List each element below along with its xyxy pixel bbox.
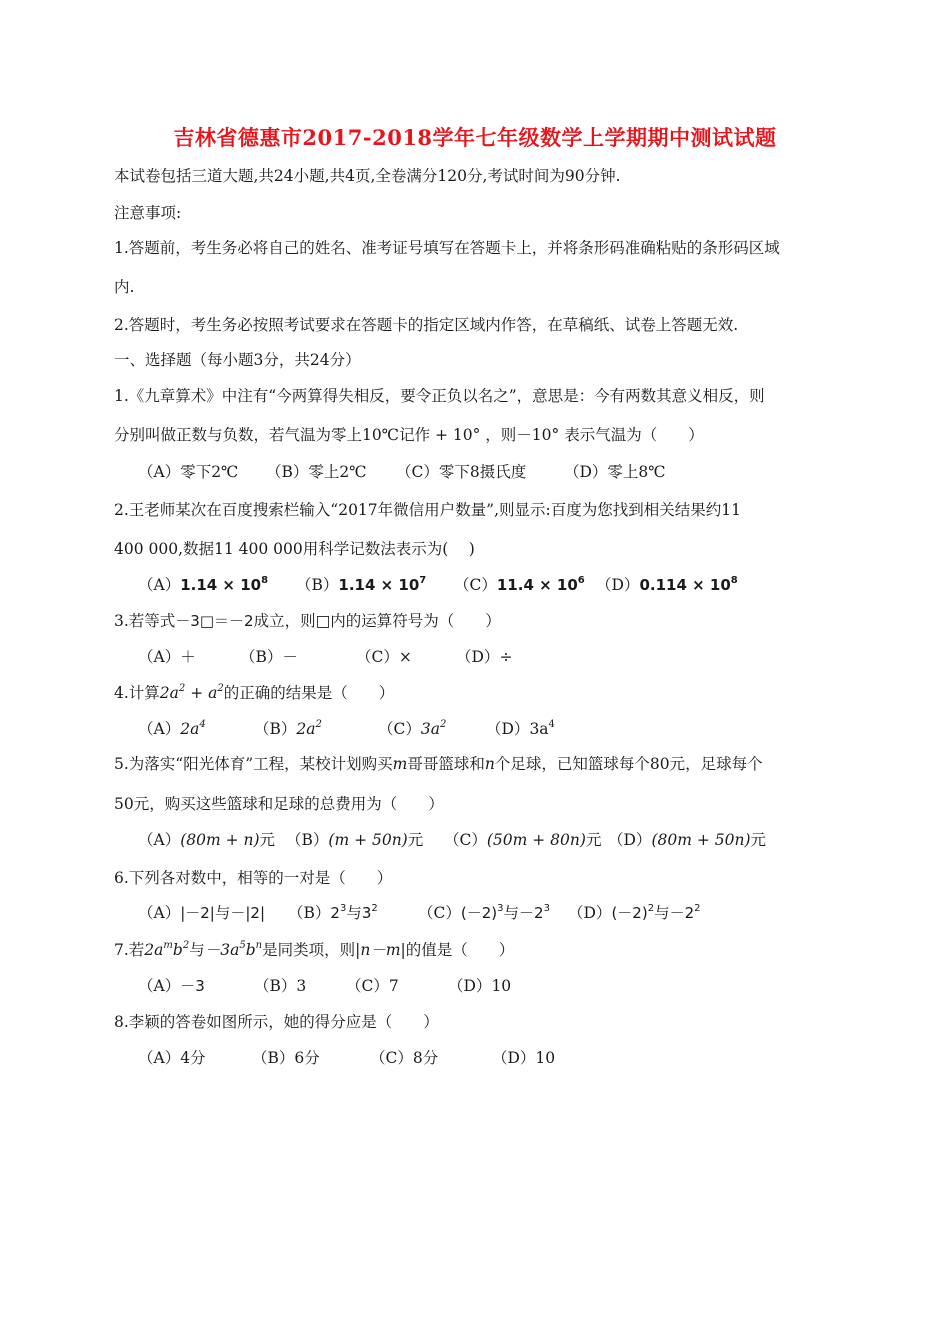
question-7-options bbox=[138, 976, 511, 996]
math-base: 2 bbox=[330, 904, 340, 922]
option-c bbox=[378, 719, 486, 739]
option-symbol: × bbox=[398, 648, 412, 666]
option-label: （D） bbox=[568, 904, 612, 922]
math-exponent: 4 bbox=[199, 719, 206, 730]
question-text: 5.为落实“阳光体育”工程，某校计划购买 bbox=[114, 755, 393, 773]
option-math: (80m + 50n) bbox=[651, 831, 751, 849]
option-a: （A）零下2℃ bbox=[138, 463, 239, 481]
option-b bbox=[240, 647, 356, 667]
option-a bbox=[138, 647, 240, 667]
math-exponent: 3 bbox=[543, 903, 550, 914]
question-2-options bbox=[138, 575, 738, 595]
option-d bbox=[568, 903, 701, 923]
math-base: 11.4 × 10 bbox=[496, 576, 578, 594]
option-d bbox=[608, 830, 766, 850]
math-base: 3a bbox=[420, 720, 440, 738]
option-b bbox=[254, 719, 378, 739]
question-6: 6.下列各对数中，相等的一对是（ ） bbox=[114, 869, 393, 887]
question-2-line1: 2.王老师某次在百度搜索栏输入“2017年微信用户数量”,则显示:百度为您找到相关结果约11 bbox=[114, 501, 741, 519]
question-4-options bbox=[138, 719, 555, 739]
option-label: （A） bbox=[138, 904, 181, 922]
option-b bbox=[296, 575, 454, 595]
option-connector: 与 bbox=[214, 904, 231, 922]
question-1-line2: 分别叫做正数与负数，若气温为零上10℃记作 + 10° ，则－10° 表示气温为（ ） bbox=[114, 426, 704, 444]
option-d: （D）10 bbox=[492, 1049, 556, 1067]
option-math bbox=[519, 904, 550, 922]
option-c: （C）8分 bbox=[370, 1049, 439, 1067]
option-value: －3 bbox=[180, 977, 205, 995]
question-2-line2: 400 000,数据11 400 000用科学记数法表示为( ) bbox=[114, 540, 475, 558]
option-connector: 与 bbox=[654, 904, 670, 922]
option-unit: 元 bbox=[750, 831, 767, 849]
question-1-options bbox=[138, 462, 666, 482]
question-text: 4.计算 bbox=[114, 684, 160, 702]
question-7 bbox=[114, 940, 514, 960]
option-label: （C） bbox=[454, 576, 497, 594]
math-exponent: 2 bbox=[182, 940, 190, 951]
variable-n: n bbox=[484, 755, 495, 773]
option-label: （D） bbox=[486, 720, 530, 738]
option-a bbox=[138, 575, 296, 595]
question-math: |n－m| bbox=[355, 941, 406, 959]
option-label: （B） bbox=[286, 831, 329, 849]
math-term: b bbox=[172, 941, 183, 959]
math-base: 3a bbox=[529, 720, 549, 738]
math-exponent: 7 bbox=[419, 575, 427, 586]
option-label: （B） bbox=[254, 977, 297, 995]
option-connector: 与 bbox=[346, 904, 362, 922]
option-c bbox=[346, 976, 448, 996]
option-symbol: ÷ bbox=[499, 648, 513, 666]
question-text: 与 bbox=[189, 941, 205, 959]
option-a bbox=[138, 719, 254, 739]
option-a bbox=[138, 830, 286, 850]
math-exponent: 2 bbox=[647, 903, 655, 914]
math-term: 2a bbox=[159, 684, 179, 702]
option-math bbox=[670, 904, 701, 922]
math-exponent: 3 bbox=[339, 903, 347, 914]
math-exponent: 3 bbox=[497, 903, 504, 914]
math-base: 2a bbox=[180, 720, 200, 738]
question-text: 哥哥篮球和 bbox=[407, 755, 485, 773]
math-exponent: 2 bbox=[178, 683, 186, 694]
option-math bbox=[529, 720, 554, 738]
question-4 bbox=[114, 683, 394, 703]
option-math: (m + 50n) bbox=[328, 831, 408, 849]
option-math bbox=[461, 904, 504, 922]
math-base: －2 bbox=[669, 904, 695, 922]
math-term: 2a bbox=[144, 941, 164, 959]
math-term: b bbox=[245, 941, 256, 959]
question-5-options bbox=[138, 830, 766, 850]
option-connector: 与 bbox=[503, 904, 520, 922]
option-label: （A） bbox=[138, 648, 181, 666]
option-c bbox=[444, 830, 608, 850]
option-c bbox=[454, 575, 596, 595]
option-value: 10 bbox=[491, 977, 512, 995]
math-base: (－2) bbox=[460, 904, 498, 922]
option-symbol: ＋ bbox=[180, 648, 196, 666]
option-label: （D） bbox=[596, 576, 640, 594]
math-base: (－2) bbox=[611, 904, 648, 922]
question-text: 的正确的结果是（ ） bbox=[223, 684, 395, 702]
math-exponent: 5 bbox=[239, 940, 246, 951]
option-d: （D）零上8℃ bbox=[564, 463, 666, 481]
question-text: 是同类项，则 bbox=[262, 941, 356, 959]
option-label: （A） bbox=[138, 720, 181, 738]
option-c: （C）零下8摄氏度 bbox=[396, 463, 527, 481]
math-base: 1.14 × 10 bbox=[338, 576, 420, 594]
math-base: 3 bbox=[361, 904, 372, 922]
option-math: －|2| bbox=[230, 904, 266, 922]
option-label: （C） bbox=[418, 904, 461, 922]
math-term: －3a bbox=[204, 941, 240, 959]
option-value: 7 bbox=[388, 977, 399, 995]
option-label: （D） bbox=[456, 648, 500, 666]
exam-title: 吉林省德惠市2017-2018学年七年级数学上学期期中测试试题 bbox=[173, 125, 777, 150]
math-base: －2 bbox=[519, 904, 544, 922]
question-text: 的值是（ ） bbox=[405, 941, 515, 959]
option-label: （B） bbox=[240, 648, 283, 666]
note-1-line1: 1.答题前，考生务必将自己的姓名、准考证号填写在答题卡上，并将条形码准确粘贴的条形码区域 bbox=[114, 239, 780, 257]
option-label: （B） bbox=[296, 576, 339, 594]
math-exponent: 6 bbox=[577, 575, 585, 586]
question-text: 3.若等式 bbox=[114, 612, 176, 630]
option-label: （C） bbox=[356, 648, 399, 666]
option-b bbox=[288, 903, 418, 923]
option-math bbox=[338, 576, 426, 594]
option-b: （B）零上2℃ bbox=[266, 463, 367, 481]
option-math: |－2| bbox=[180, 904, 215, 922]
question-5-line2: 50元，购买这些篮球和足球的总费用为（ ） bbox=[114, 795, 444, 813]
note-2: 2.答题时，考生务必按照考试要求在答题卡的指定区域内作答，在草稿纸、试卷上答题无效. bbox=[114, 316, 739, 334]
option-label: （A） bbox=[138, 576, 181, 594]
option-math bbox=[497, 576, 585, 594]
question-text: 7.若 bbox=[114, 941, 145, 959]
question-math bbox=[144, 941, 189, 959]
option-d bbox=[486, 719, 555, 739]
notice-heading: 注意事项: bbox=[114, 204, 182, 222]
option-label: （C） bbox=[378, 720, 421, 738]
option-label: （D） bbox=[608, 831, 652, 849]
question-3-options bbox=[138, 647, 512, 667]
math-base: 2a bbox=[296, 720, 316, 738]
option-b: （B）6分 bbox=[252, 1049, 320, 1067]
math-exponent: 2 bbox=[694, 903, 701, 914]
math-exponent: n bbox=[255, 940, 263, 951]
option-a bbox=[138, 976, 254, 996]
option-math bbox=[296, 720, 321, 738]
question-text: 个足球，已知篮球每个80元，足球每个 bbox=[494, 755, 763, 773]
option-d bbox=[448, 976, 511, 996]
option-label: （A） bbox=[138, 977, 181, 995]
option-math bbox=[421, 720, 446, 738]
option-c bbox=[356, 647, 456, 667]
question-8: 8.李颖的答卷如图所示，她的得分应是（ ） bbox=[114, 1013, 439, 1031]
option-label: （B） bbox=[288, 904, 331, 922]
option-math: (80m + n) bbox=[180, 831, 260, 849]
math-exponent: m bbox=[163, 940, 173, 951]
option-math: (50m + 80n) bbox=[486, 831, 586, 849]
option-d bbox=[596, 575, 738, 595]
option-a: （A）4分 bbox=[138, 1049, 206, 1067]
option-label: （B） bbox=[254, 720, 297, 738]
option-math bbox=[330, 904, 346, 922]
math-exponent: 2 bbox=[315, 719, 322, 730]
math-base: 1.14 × 10 bbox=[180, 576, 262, 594]
option-a bbox=[138, 903, 288, 923]
option-label: （C） bbox=[444, 831, 487, 849]
option-unit: 元 bbox=[259, 831, 276, 849]
option-math bbox=[180, 720, 205, 738]
note-1-line2: 内. bbox=[114, 278, 135, 296]
option-symbol: － bbox=[282, 648, 298, 666]
math-exponent: 8 bbox=[261, 575, 269, 586]
option-label: （A） bbox=[138, 831, 181, 849]
variable-m: m bbox=[392, 755, 408, 773]
question-3 bbox=[114, 611, 501, 631]
option-label: （D） bbox=[448, 977, 492, 995]
option-b bbox=[254, 976, 346, 996]
option-label: （C） bbox=[346, 977, 389, 995]
math-base: 0.114 × 10 bbox=[639, 576, 731, 594]
question-math bbox=[160, 684, 224, 702]
option-math bbox=[611, 904, 654, 922]
section-heading: 一、选择题（每小题3分，共24分） bbox=[114, 351, 361, 369]
question-8-options bbox=[138, 1048, 555, 1068]
question-1-line1: 1.《九章算术》中注有“今两算得失相反，要令正负以名之”，意思是：今有两数其意义相反，则 bbox=[114, 387, 765, 405]
option-unit: 元 bbox=[585, 831, 602, 849]
option-unit: 元 bbox=[407, 831, 424, 849]
option-b bbox=[286, 830, 444, 850]
question-math: －3□＝－2 bbox=[175, 612, 254, 630]
math-exponent: 2 bbox=[371, 903, 378, 914]
question-6-options bbox=[138, 903, 701, 923]
question-math bbox=[205, 941, 262, 959]
option-value: 3 bbox=[296, 977, 307, 995]
question-5-line1 bbox=[114, 754, 763, 774]
math-exponent: 2 bbox=[439, 719, 447, 730]
option-math bbox=[362, 904, 378, 922]
math-exponent: 2 bbox=[217, 683, 224, 694]
math-exponent: 4 bbox=[548, 719, 555, 730]
option-math bbox=[639, 576, 737, 594]
option-d bbox=[456, 647, 512, 667]
option-c bbox=[418, 903, 568, 923]
option-math bbox=[180, 576, 268, 594]
math-exponent: 8 bbox=[730, 575, 738, 586]
math-term: + a bbox=[185, 684, 218, 702]
exam-intro: 本试卷包括三道大题,共24小题,共4页,全卷满分120分,考试时间为90分钟. bbox=[114, 167, 621, 185]
question-text: 成立，则□内的运算符号为（ ） bbox=[253, 612, 501, 630]
